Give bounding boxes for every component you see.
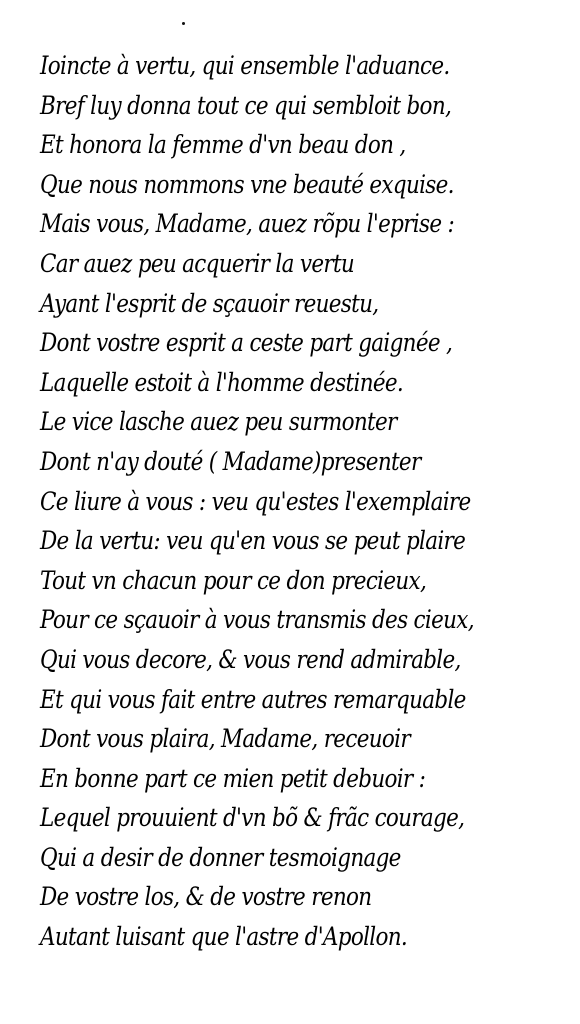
poem-line: Autant luisant que l'astre d'Apollon. bbox=[40, 922, 408, 952]
poem-line: Car auez peu acquerir la vertu bbox=[40, 248, 355, 278]
poem-line: De vostre los, & de vostre renon bbox=[40, 882, 372, 912]
poem-line: Ayant l'esprit de sçauoir reuestu, bbox=[40, 288, 379, 318]
poem-line: Dont vostre esprit a ceste part gaignée , bbox=[40, 328, 453, 358]
poem-line: Dont n'ay douté ( Madame)presenter bbox=[40, 446, 421, 476]
poem-text bbox=[40, 46, 576, 957]
poem-line: Laquelle estoit à l'homme destinée. bbox=[40, 367, 404, 397]
poem-line: De la vertu: veu qu'en vous se peut plaire bbox=[40, 526, 466, 556]
poem-line: Qui a desir de donner tesmoignage bbox=[40, 842, 401, 872]
poem-line: Que nous nommons vne beauté exquise. bbox=[40, 169, 454, 199]
poem-line: Ce liure à vous : veu qu'estes l'exemplaire bbox=[40, 486, 471, 516]
ink-speck bbox=[182, 22, 185, 25]
poem-line: Bref luy donna tout ce qui sembloit bon, bbox=[40, 90, 452, 120]
poem-line: En bonne part ce mien petit debuoir : bbox=[40, 763, 426, 793]
poem-line: Tout vn chacun pour ce don precieux, bbox=[40, 565, 427, 595]
poem-line: Pour ce sçauoir à vous transmis des cieux, bbox=[40, 605, 474, 635]
poem-line: Ioincte à vertu, qui ensemble l'aduance. bbox=[40, 51, 450, 80]
poem-line: Dont vous plaira, Madame, receuoir bbox=[40, 724, 410, 754]
poem-line: Et honora la femme d'vn beau don , bbox=[40, 130, 406, 160]
poem-line: Et qui vous fait entre autres remarquable bbox=[40, 684, 466, 714]
poem-line: Qui vous decore, & vous rend admirable, bbox=[40, 644, 461, 674]
poem-line: Le vice lasche auez peu surmonter bbox=[40, 407, 397, 437]
poem-line: Mais vous, Madame, auez rõpu l'eprise : bbox=[40, 209, 455, 239]
poem-line: Lequel prouuient d'vn bõ & frãc courage, bbox=[40, 803, 465, 833]
